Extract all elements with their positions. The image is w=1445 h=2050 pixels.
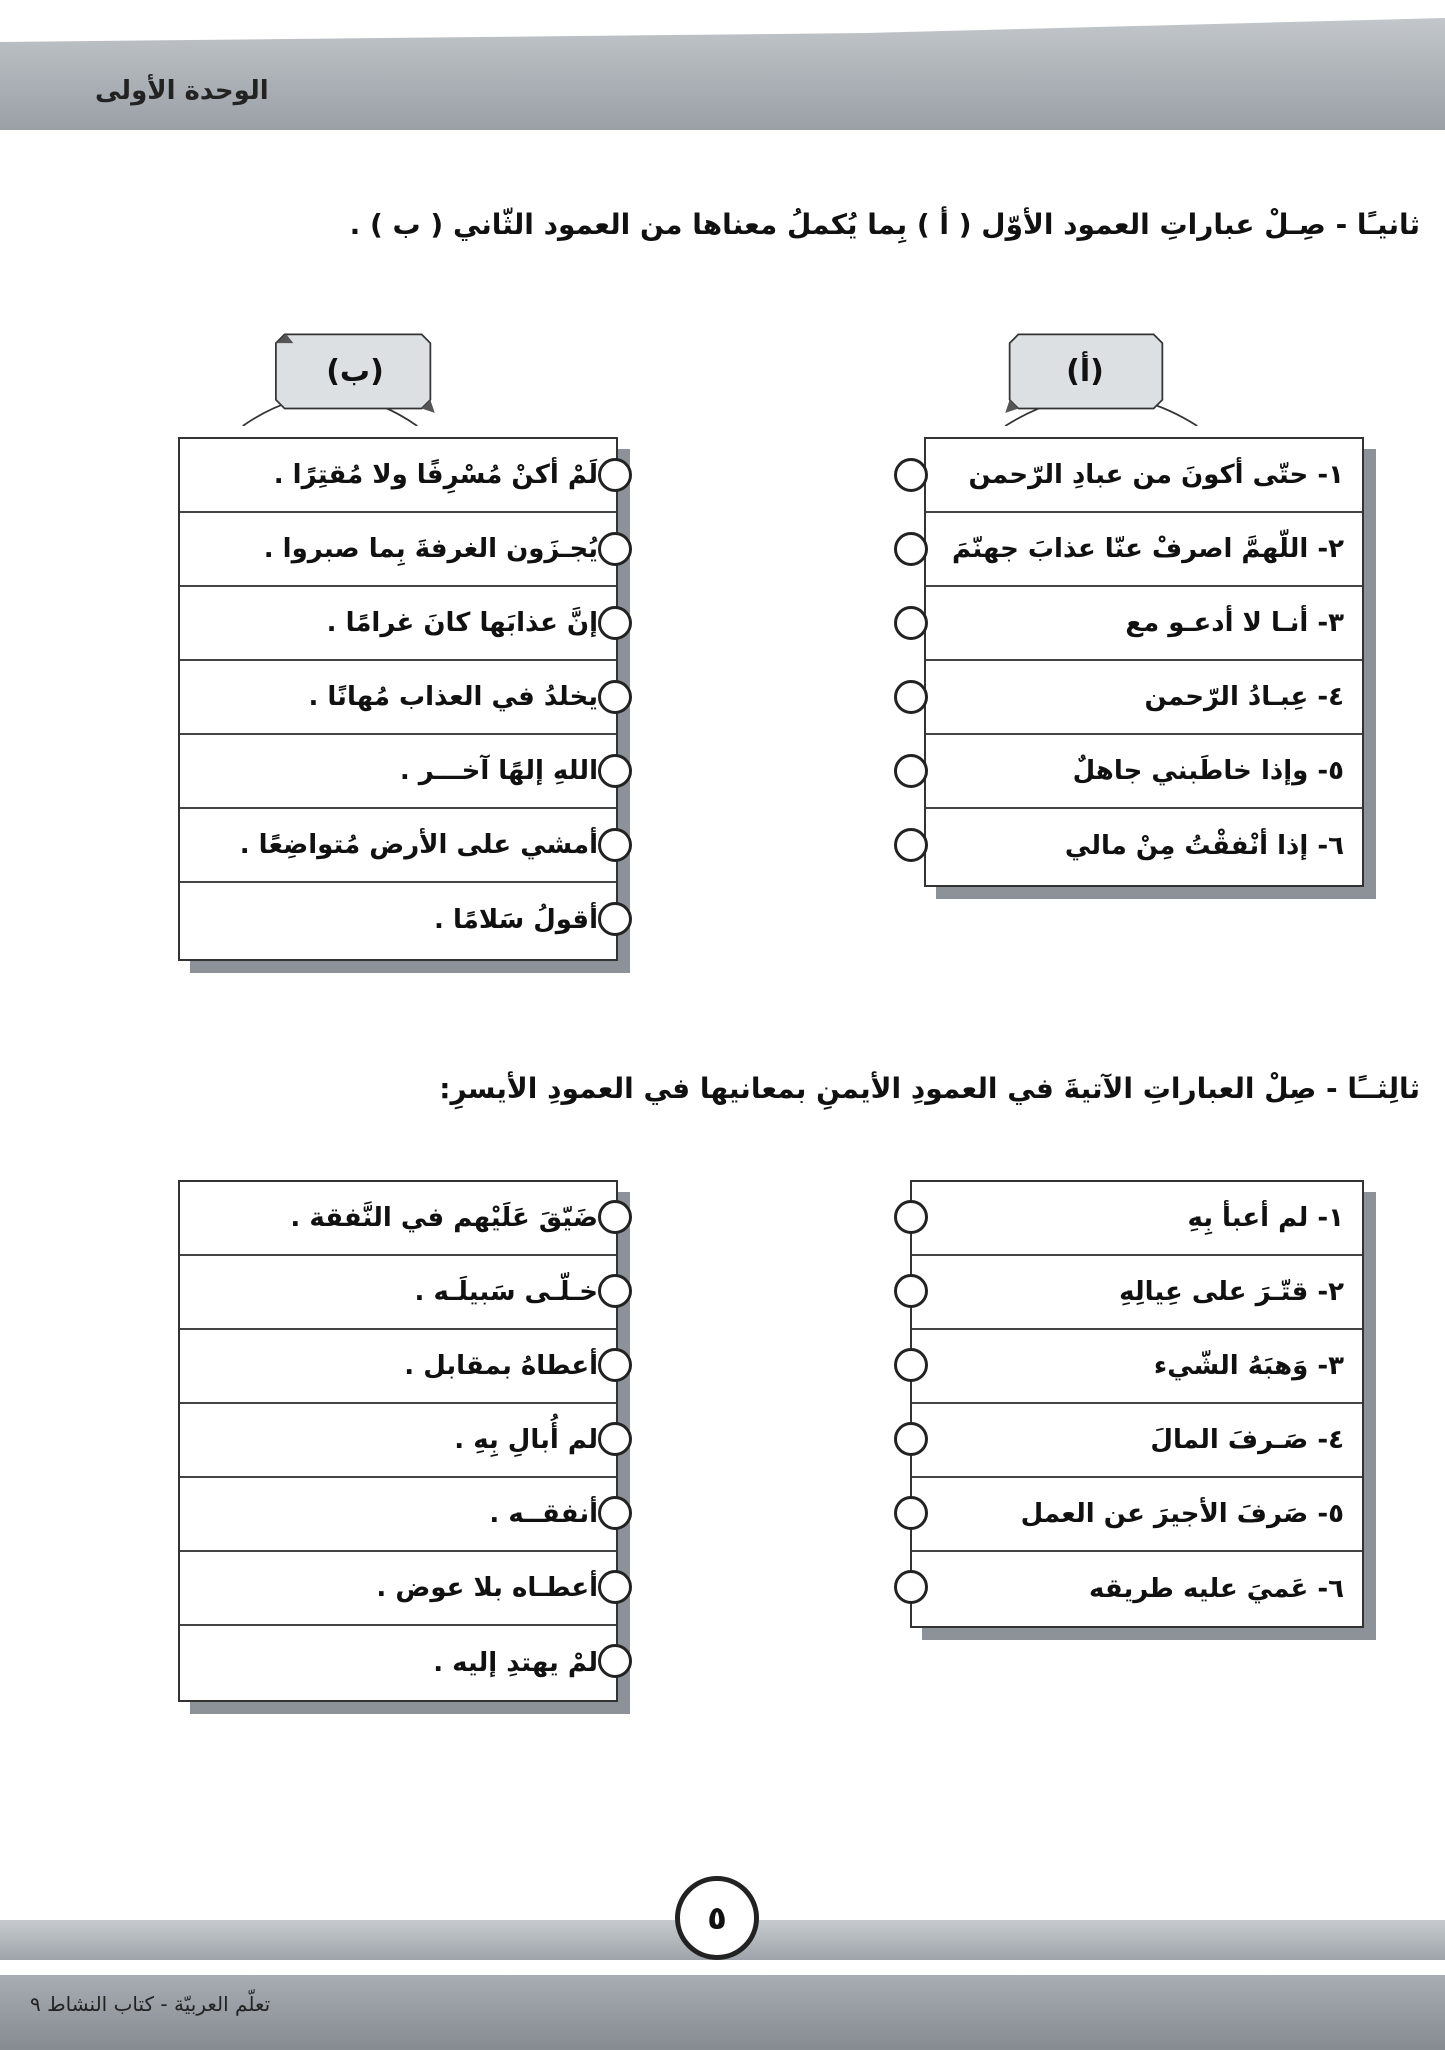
s3-b-row-6 [180, 1552, 616, 1626]
s2-b-ring-1[interactable] [598, 458, 632, 492]
s2-a-text-6: ٦- إذا أنْفقْتُ مِنْ مالي [1064, 831, 1344, 861]
s3-b-ring-4[interactable] [598, 1422, 632, 1456]
col-a-tab [1000, 332, 1170, 428]
s2-b-ring-5[interactable] [598, 754, 632, 788]
s3-b-row-7 [180, 1626, 616, 1700]
s2-b-row-4 [180, 661, 616, 735]
s3-col-b-panel [178, 1180, 618, 1702]
s3-a-ring-3[interactable] [894, 1348, 928, 1382]
s3-a-row-2 [912, 1256, 1362, 1330]
s2-b-ring-4[interactable] [598, 680, 632, 714]
s2-a-ring-6[interactable] [894, 828, 928, 862]
book-title: تعلّم العربيّة - كتاب النشاط ٩ [30, 1992, 271, 2016]
s3-a-row-5 [912, 1478, 1362, 1552]
s3-a-ring-1[interactable] [894, 1200, 928, 1234]
s2-b-row-6 [180, 809, 616, 883]
section3-instruction: ثالِثــًا - صِلْ العباراتِ الآتيةَ في العمودِ الأيمنِ بمعانيها في العمودِ الأيسرِ: [439, 1072, 1420, 1105]
s2-a-row-5 [926, 735, 1362, 809]
s3-a-ring-6[interactable] [894, 1570, 928, 1604]
s2-a-ring-2[interactable] [894, 532, 928, 566]
s2-b-text-1: لَمْ أكنْ مُسْرِفًا ولا مُقتِرًا . [273, 460, 598, 490]
page-number: ٥ [675, 1876, 759, 1960]
s2-a-text-2: ٢- اللّهمَّ اصرفْ عنّا عذابَ جهنّمَ [951, 534, 1344, 564]
s2-b-ring-6[interactable] [598, 828, 632, 862]
s2-a-ring-1[interactable] [894, 458, 928, 492]
s2-b-ring-2[interactable] [598, 532, 632, 566]
s3-a-text-3: ٣- وَهبَهُ الشّيء [1153, 1351, 1344, 1381]
s2-a-text-1: ١- حتّى أكونَ من عبادِ الرّحمن [968, 460, 1344, 490]
s2-a-ring-4[interactable] [894, 680, 928, 714]
s2-b-row-3 [180, 587, 616, 661]
col-b-tab [270, 332, 440, 428]
s2-b-text-7: أقولُ سَلامًا . [434, 905, 598, 935]
s2-a-row-6 [926, 809, 1362, 883]
s2-b-ring-3[interactable] [598, 606, 632, 640]
s3-b-ring-5[interactable] [598, 1496, 632, 1530]
s3-b-text-1: ضَيّقَ عَلَيْهم في النَّفقة . [290, 1203, 598, 1233]
s2-b-text-6: أمشي على الأرض مُتواضِعًا . [239, 830, 598, 860]
s2-a-row-3 [926, 587, 1362, 661]
s3-a-row-6 [912, 1552, 1362, 1626]
s2-b-row-2 [180, 513, 616, 587]
s2-b-text-3: إنَّ عذابَها كانَ غرامًا . [326, 608, 598, 638]
section2-instruction: ثانيـًا - صِـلْ عباراتِ العمود الأوّل ( أ ) بِما يُكملُ معناها من العمود الثّاني ( ب ) . [349, 208, 1420, 241]
unit-title: الوحدة الأولى [95, 76, 269, 106]
s2-a-ring-3[interactable] [894, 606, 928, 640]
s2-b-ring-7[interactable] [598, 902, 632, 936]
header-band [0, 0, 1445, 130]
s3-b-row-2 [180, 1256, 616, 1330]
s2-b-text-4: يخلدُ في العذاب مُهانًا . [308, 682, 598, 712]
s2-a-text-4: ٤- عِبـادُ الرّحمن [1144, 682, 1344, 712]
s3-b-text-4: لم أُبالِ بِهِ . [454, 1425, 598, 1455]
s3-b-text-7: لمْ يهتدِ إليه . [433, 1648, 598, 1678]
s2-col-b-panel [178, 437, 618, 961]
col-b-label: (ب) [326, 354, 384, 389]
s2-a-row-4 [926, 661, 1362, 735]
s2-b-row-1 [180, 439, 616, 513]
s3-a-row-3 [912, 1330, 1362, 1404]
s2-b-text-2: يُجـزَون الغرفةَ بِما صبروا . [263, 534, 598, 564]
s2-a-row-2 [926, 513, 1362, 587]
s3-b-text-6: أعطـاه بلا عوض . [376, 1573, 598, 1603]
s3-a-text-5: ٥- صَرفَ الأجيرَ عن العمل [1020, 1499, 1344, 1529]
s3-a-text-6: ٦- عَميَ عليه طريقه [1089, 1574, 1344, 1604]
s3-b-text-2: خـلّـى سَبيلَـه . [414, 1277, 598, 1307]
col-a-label: (أ) [1066, 354, 1104, 389]
s2-col-a-panel [924, 437, 1364, 887]
s3-b-row-4 [180, 1404, 616, 1478]
s2-a-text-5: ٥- وإذا خاطَبني جاهلٌ [1072, 756, 1344, 786]
s3-col-a-panel [910, 1180, 1364, 1628]
s3-b-ring-1[interactable] [598, 1200, 632, 1234]
s3-a-ring-5[interactable] [894, 1496, 928, 1530]
s3-a-text-1: ١- لم أعبأ بِهِ [1187, 1203, 1344, 1233]
s3-a-row-1 [912, 1182, 1362, 1256]
s2-b-text-5: اللهِ إلهًا آخـــر . [399, 756, 598, 786]
s2-a-row-1 [926, 439, 1362, 513]
s3-b-row-1 [180, 1182, 616, 1256]
s2-b-row-5 [180, 735, 616, 809]
s3-b-row-5 [180, 1478, 616, 1552]
s3-b-row-3 [180, 1330, 616, 1404]
s3-a-ring-4[interactable] [894, 1422, 928, 1456]
s3-b-text-5: أنفقــه . [489, 1499, 598, 1529]
s3-b-ring-7[interactable] [598, 1644, 632, 1678]
s2-b-row-7 [180, 883, 616, 957]
s3-b-text-3: أعطاهُ بمقابل . [404, 1351, 598, 1381]
s3-a-text-4: ٤- صَـرفَ المالَ [1150, 1425, 1344, 1455]
s2-a-ring-5[interactable] [894, 754, 928, 788]
s3-b-ring-6[interactable] [598, 1570, 632, 1604]
s3-b-ring-2[interactable] [598, 1274, 632, 1308]
s3-a-text-2: ٢- قتّـرَ على عِيالِهِ [1119, 1277, 1344, 1307]
s3-b-ring-3[interactable] [598, 1348, 632, 1382]
s3-a-ring-2[interactable] [894, 1274, 928, 1308]
s3-a-row-4 [912, 1404, 1362, 1478]
s2-a-text-3: ٣- أنـا لا أدعـو مع [1125, 608, 1344, 638]
